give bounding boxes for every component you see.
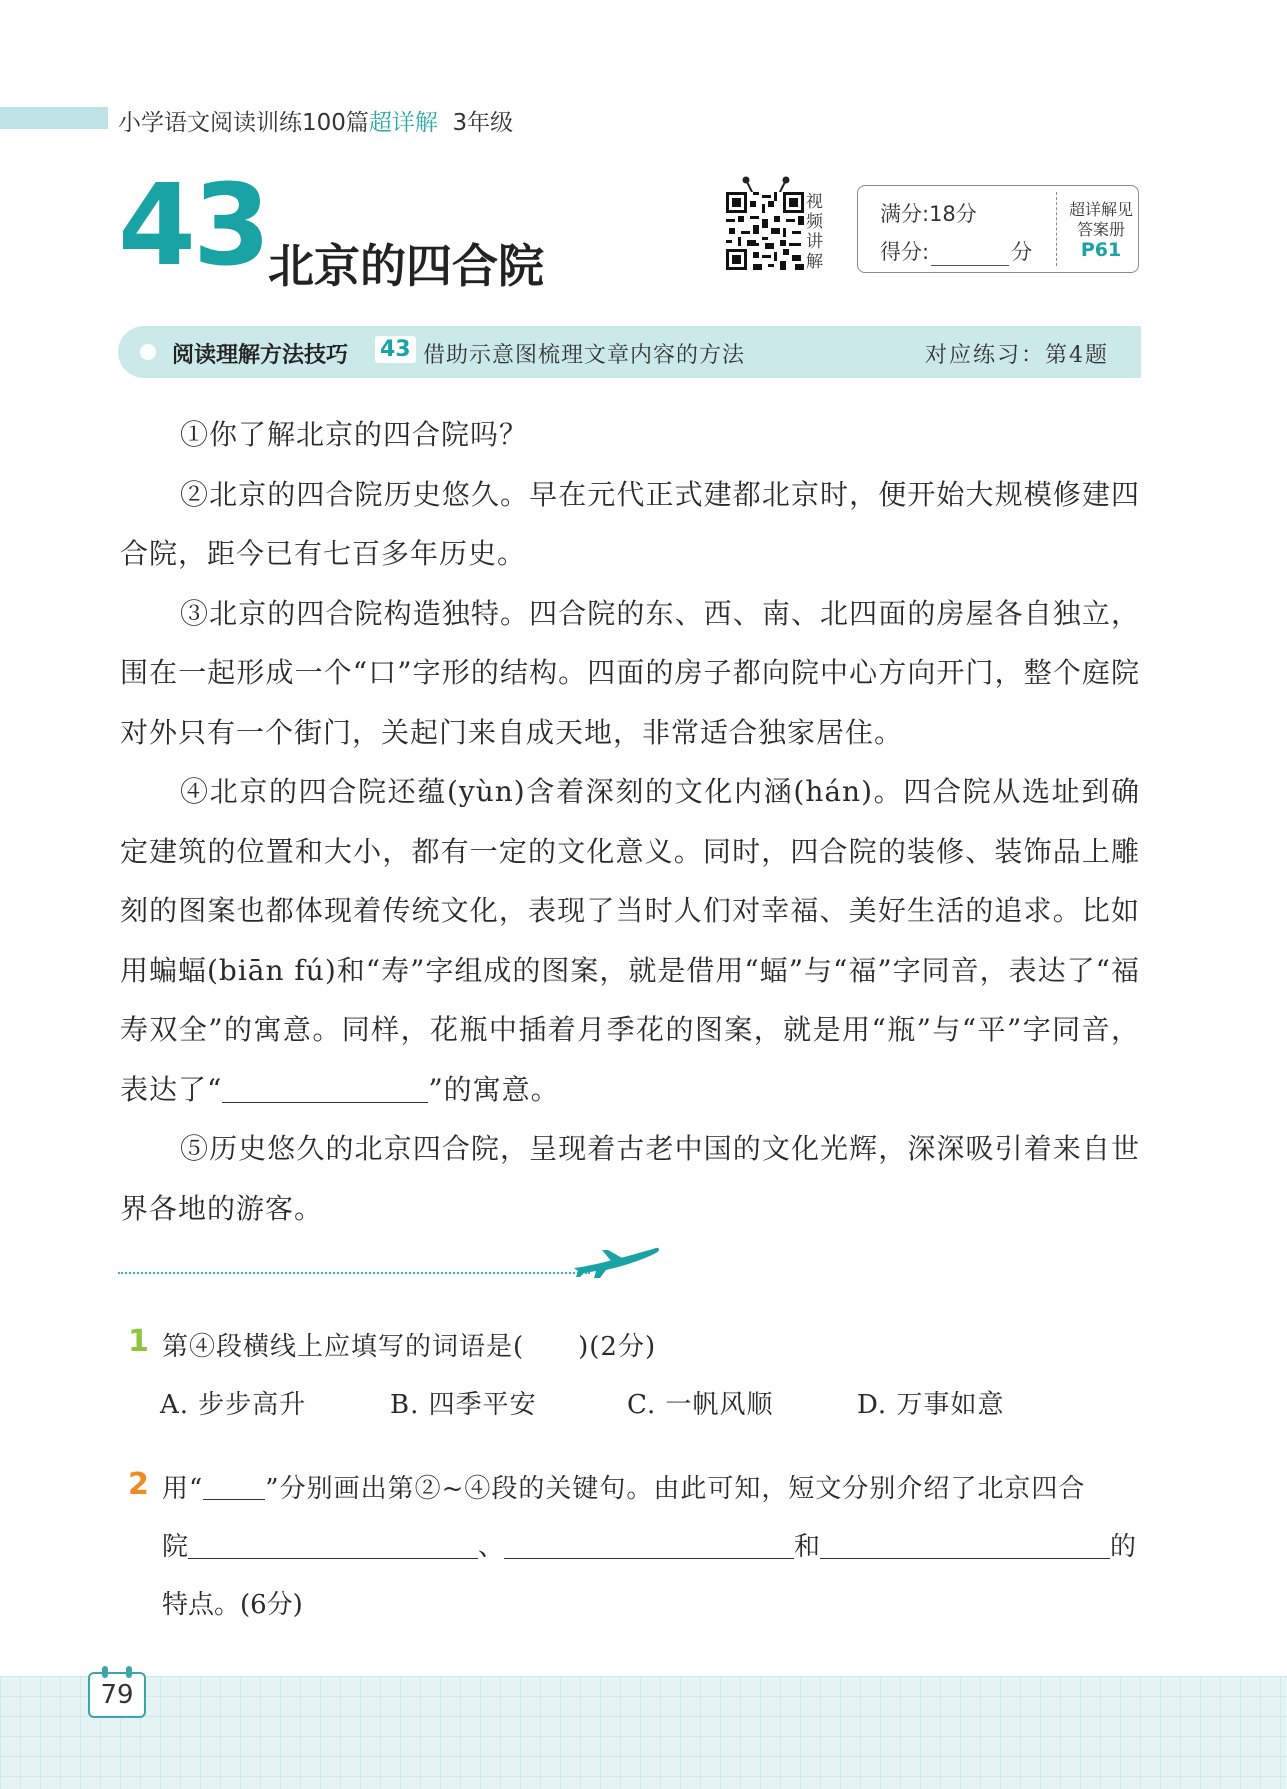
calendar-ring-icon — [126, 1666, 132, 1678]
question-2-text-a: 用“ — [162, 1474, 204, 1504]
page-number: 79 — [100, 1680, 134, 1710]
series-name: 小学语文阅读训练100篇 — [118, 110, 369, 136]
lesson-number: 43 — [118, 161, 268, 291]
qr-label: 视频讲解 — [806, 192, 823, 272]
score-divider — [1056, 192, 1057, 266]
option-c[interactable]: C. 一帆风顺 — [627, 1390, 774, 1420]
q2-word-de: 的 — [1110, 1532, 1137, 1562]
header-strip — [0, 107, 108, 129]
method-number: 43 — [375, 336, 416, 363]
q2-word-he: 和 — [794, 1532, 821, 1562]
article — [120, 405, 1140, 1238]
question-2-tail: 特点。(6分) — [162, 1590, 303, 1620]
paragraph-1: ①你了解北京的四合院吗？ — [180, 418, 529, 451]
series-accent: 超详解 — [368, 110, 438, 136]
paragraph-2: ②北京的四合院历史悠久。早在元代正式建都北京时，便开始大规模修建四合院，距今已有七百多年历史。 — [120, 477, 1140, 570]
method-bar — [118, 326, 1141, 378]
option-a[interactable]: A. 步步高升 — [160, 1390, 307, 1420]
question-2-text-b: ”分别画出第②~④段的关键句。由此可知，短文分别介绍了北京四合 — [265, 1474, 1086, 1504]
qr-code-icon[interactable] — [726, 192, 804, 270]
q2-separator: 、 — [478, 1532, 505, 1562]
paragraph-3: ③北京的四合院构造独特。四合院的东、西、南、北四面的房屋各自独立，围在一起形成一个“口”字形的结构。四面的房子都向院中心方向开门，整个庭院对外只有一个街门，关起门来自成天地，非常适合独家居住。 — [120, 596, 1140, 749]
score-label: 得分: — [880, 240, 930, 264]
answer-blank-3[interactable] — [820, 1532, 1110, 1559]
answer-blank-2[interactable] — [504, 1532, 794, 1559]
page-number-badge — [88, 1672, 146, 1718]
full-score: 满分:18分 — [880, 202, 977, 226]
paragraph-4 — [120, 762, 1140, 1119]
score-field — [880, 236, 1032, 266]
calendar-ring-icon — [102, 1666, 108, 1678]
question-2-text — [162, 1468, 1085, 1505]
series-title — [118, 104, 513, 137]
series-grade: 3年级 — [452, 110, 514, 136]
score-blank[interactable] — [931, 247, 1009, 266]
score-unit: 分 — [1011, 240, 1033, 264]
score-box — [857, 185, 1139, 273]
question-1-text: 第④段横线上应填写的词语是( )(2分) — [162, 1332, 657, 1362]
paragraph-4-blank[interactable] — [222, 1072, 428, 1103]
footer-grid — [0, 1676, 1287, 1789]
answer-ref-line2: 答案册 — [1076, 220, 1125, 239]
option-d[interactable]: D. 万事如意 — [857, 1390, 1005, 1420]
question-1-number: 1 — [128, 1324, 149, 1359]
dotted-divider — [118, 1272, 590, 1274]
underline-sample — [203, 1475, 265, 1500]
method-practice: 对应练习：第4题 — [925, 343, 1109, 368]
question-2-number: 2 — [128, 1467, 149, 1502]
question-2-answer-line — [162, 1526, 1142, 1563]
method-text: 借助示意图梳理文章内容的方法 — [423, 343, 746, 368]
paragraph-4-text: ④北京的四合院还蕴(yùn)含着深刻的文化内涵(hán)。四合院从选址到确定建筑的位置和大小，都有一定的文化意义。同时，四合院的装修、装饰品上雕刻的图案也都体现着传统文化，表现了当时人们对幸福、美好生活的追求。比如用蝙蝠(biān fú)和“寿”字组成的图案，就是借用“蝠”与“福”字同音，表达了“福寿双全”的寓意。同样，花瓶中插着月季花的图案，就是用“瓶”与“平”字同音，表达了“ — [120, 775, 1140, 1106]
answer-ref-line1: 超详解见 — [1068, 200, 1133, 219]
lesson-title: 北京的四合院 — [268, 239, 544, 293]
answer-page: P61 — [1080, 239, 1122, 261]
answer-reference — [1063, 200, 1139, 260]
method-label: 阅读理解方法技巧 — [172, 343, 349, 368]
bullet-dot-icon — [140, 344, 156, 360]
q2-word-yuan: 院 — [162, 1532, 189, 1562]
paragraph-4-tail: ”的寓意。 — [428, 1072, 560, 1106]
paragraph-5: ⑤历史悠久的北京四合院，呈现着古老中国的文化光辉，深深吸引着来自世界各地的游客。 — [120, 1132, 1140, 1225]
airplane-icon — [572, 1244, 660, 1280]
option-b[interactable]: B. 四季平安 — [390, 1390, 537, 1420]
answer-blank-1[interactable] — [188, 1532, 478, 1559]
